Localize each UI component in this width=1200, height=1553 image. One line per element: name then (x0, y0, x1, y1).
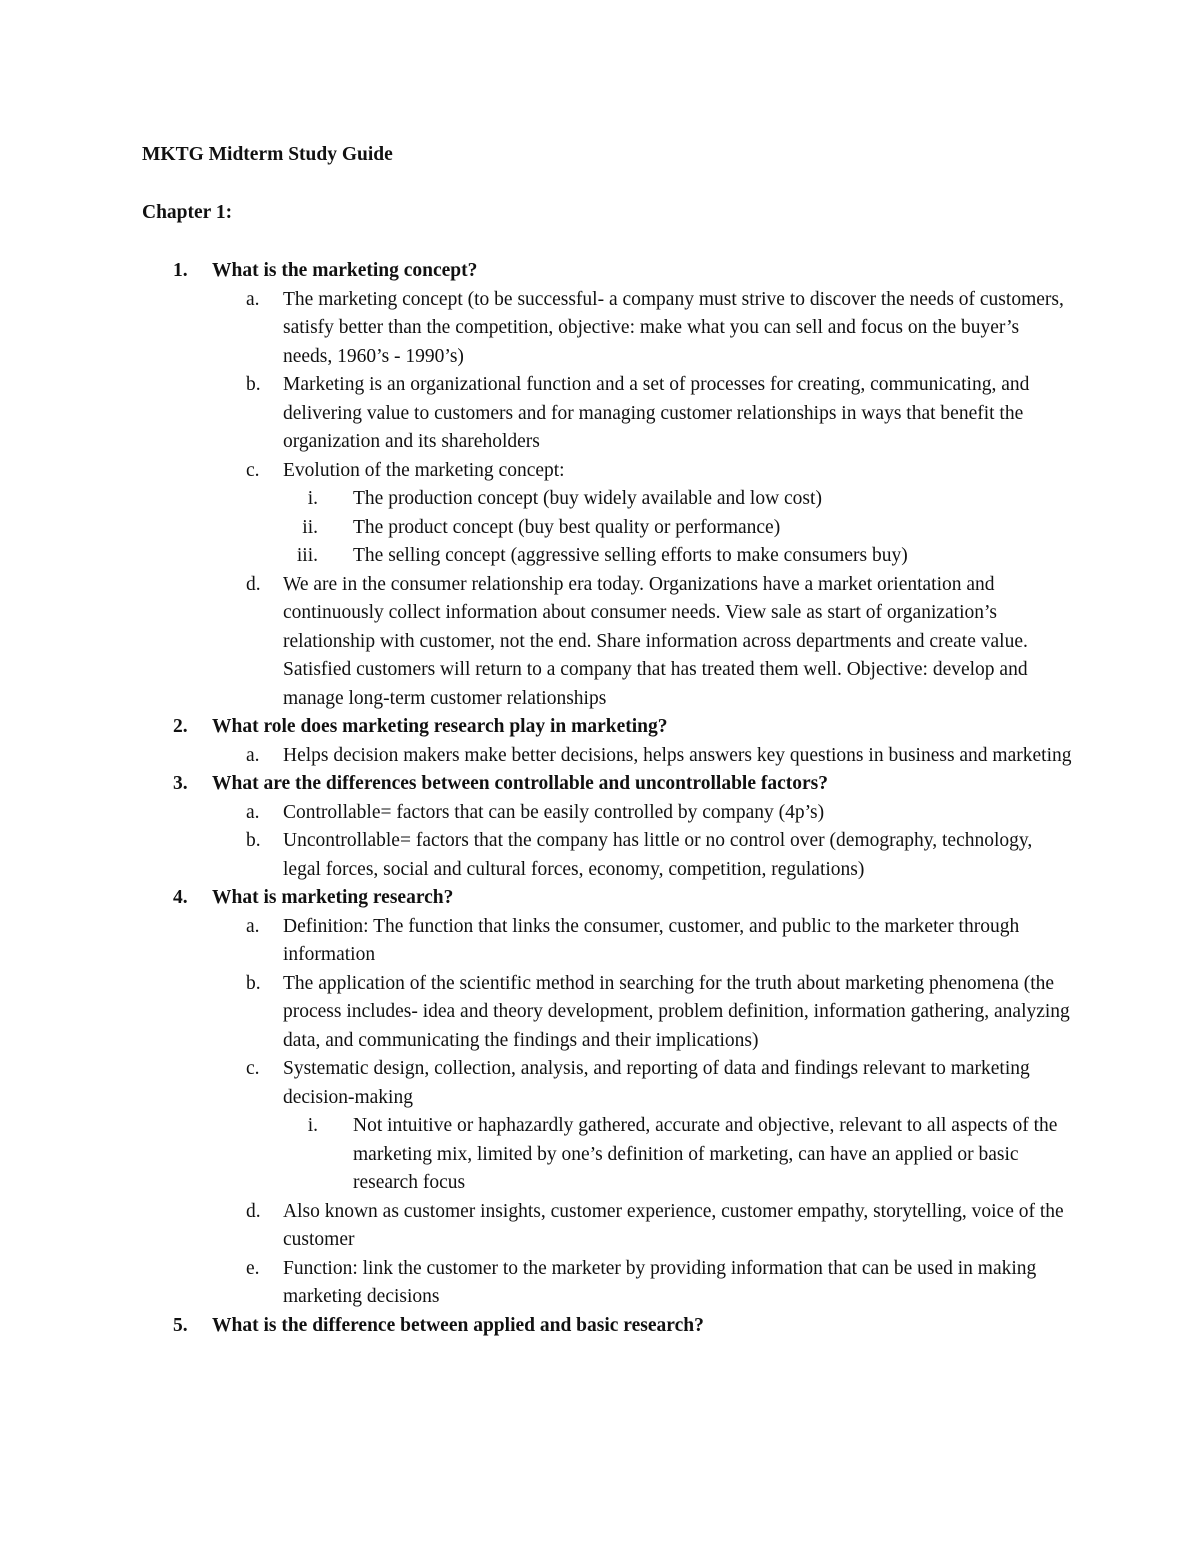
answer-item (0, 970, 1200, 1056)
question-item (0, 770, 1200, 799)
answer-letter: c. (246, 459, 260, 481)
question-text: What is the marketing concept? (212, 260, 478, 281)
answer-letter: c. (246, 1058, 260, 1079)
chapter-heading: Chapter 1: (142, 202, 233, 223)
sub-answer-text: The selling concept (aggressive selling efforts to make consumers buy) (353, 545, 908, 566)
question-text: What are the differences between controllable and uncontrollable factors? (212, 773, 828, 794)
question-item (0, 713, 1200, 742)
answer-item (0, 799, 1200, 828)
answer-item (0, 1055, 1200, 1112)
answer-text: Also known as customer insights, customer experience, customer empathy, storytelling, voice of the customer (283, 1200, 1064, 1250)
sub-answer-text: The production concept (buy widely available and low cost) (353, 488, 822, 509)
answer-letter: b. (246, 830, 261, 851)
question-text: What is the difference between applied and basic research? (212, 1314, 704, 1336)
question-number: 2. (173, 716, 188, 737)
answer-letter: d. (246, 1200, 261, 1222)
answer-text: Uncontrollable= factors that the company has little or no control over (demography, technology, legal forces, social and cultural forces, economy, competition, regulations) (283, 830, 1033, 880)
answer-letter: e. (246, 1257, 260, 1279)
question-item (0, 884, 1200, 913)
answer-letter: b. (246, 374, 261, 395)
sub-answer-text: The product concept (buy best quality or performance) (353, 516, 781, 538)
sub-answer-item (0, 485, 1200, 514)
sub-answer-item (0, 542, 1200, 571)
answer-letter: a. (246, 915, 260, 937)
answer-item (0, 913, 1200, 970)
sub-answer-numeral: iii. (296, 545, 318, 566)
answer-item (0, 371, 1200, 457)
answer-item (0, 571, 1200, 714)
question-text: What is marketing research? (212, 887, 454, 908)
answer-text: Marketing is an organizational function and a set of processes for creating, communicating, and delivering value to customers and for managing customer relationships in ways that benefit the organization and its shareholders (283, 374, 1030, 452)
question-number: 5. (173, 1314, 188, 1336)
question-number: 4. (173, 887, 188, 908)
answer-text: Helps decision makers make better decisions, helps answers key questions in business and marketing (283, 744, 1072, 766)
answer-letter: a. (246, 801, 260, 823)
sub-answer-numeral: i. (307, 488, 318, 509)
document-title: MKTG Midterm Study Guide (142, 144, 393, 165)
answer-text: We are in the consumer relationship era today. Organizations have a market orientation and continuously collect information about consumer needs. View sale as start of organization’s relationship with customer, not the end. Share information across departments and create value. Satisfied customers will return to a company that has treated them well. Objective: develop and manage long-term customer relationships (283, 573, 1028, 709)
answer-item (0, 827, 1200, 884)
answer-item (0, 286, 1200, 372)
question-text: What role does marketing research play in marketing? (212, 716, 668, 737)
answer-letter: d. (246, 573, 261, 595)
answer-text: Function: link the customer to the marketer by providing information that can be used in making marketing decisions (283, 1257, 1037, 1307)
answer-item (0, 457, 1200, 486)
sub-answer-item (0, 1112, 1200, 1198)
sub-answer-text: Not intuitive or haphazardly gathered, accurate and objective, relevant to all aspects of the marketing mix, limited by one’s definition of marketing, can have an applied or basic research focus (353, 1115, 1058, 1193)
sub-answer-item (0, 514, 1200, 543)
sub-answer-numeral: i. (307, 1115, 318, 1136)
answer-text: Systematic design, collection, analysis, and reporting of data and findings relevant to marketing decision-making (283, 1058, 1030, 1108)
answer-letter: a. (246, 288, 260, 310)
question-item (0, 1312, 1200, 1341)
answer-item (0, 742, 1200, 771)
question-list (0, 257, 1200, 1340)
answer-item (0, 1255, 1200, 1312)
answer-letter: a. (246, 744, 260, 766)
question-item (0, 257, 1200, 286)
sub-answer-numeral: ii. (302, 516, 318, 538)
answer-text: Controllable= factors that can be easily controlled by company (4p’s) (283, 801, 825, 823)
answer-item (0, 1198, 1200, 1255)
answer-text: The marketing concept (to be successful- a company must strive to discover the needs of customers, satisfy better than the competition, objective: make what you can sell and focus on the buyer’s needs, 1960’s - 1990’s) (283, 288, 1064, 367)
answer-letter: b. (246, 972, 261, 994)
answer-text: Definition: The function that links the consumer, customer, and public to the marketer through information (283, 915, 1020, 965)
answer-text: Evolution of the marketing concept: (283, 459, 565, 481)
question-number: 1. (173, 260, 188, 281)
answer-text: The application of the scientific method in searching for the truth about marketing phenomena (the process includes- idea and theory development, problem definition, information gathering, analyzing data, and communicating the findings and their implications) (283, 972, 1070, 1051)
question-number: 3. (173, 773, 188, 794)
